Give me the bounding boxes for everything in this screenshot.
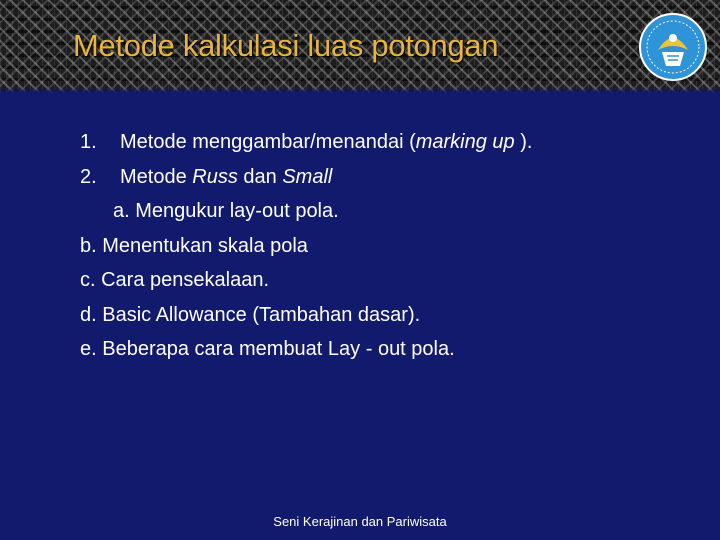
list-emphasis: Russ	[192, 165, 238, 188]
sub-item-b: b. Menentukan skala pola	[80, 234, 308, 257]
list-text: dan	[237, 165, 283, 188]
list-text: Metode	[120, 165, 193, 188]
list-item-1	[80, 125, 680, 160]
list-number: 1.	[80, 131, 97, 153]
list-number: 2.	[80, 165, 97, 188]
list-item-2	[80, 160, 680, 195]
footer-text: Seni Kerajinan dan Pariwisata	[273, 514, 447, 529]
header-pattern-band	[0, 0, 720, 93]
list-emphasis: marking up	[415, 131, 515, 153]
slide-title: Metode kalkulasi luas potongan	[73, 28, 499, 63]
sub-item-a: a. Mengukur lay-out pola.	[113, 200, 339, 222]
tut-wuri-handayani-emblem-icon	[638, 12, 708, 82]
list-emphasis: Small	[282, 165, 333, 188]
slide-body	[80, 125, 680, 367]
sub-item-e: e. Beberapa cara membuat Lay - out pola.	[80, 338, 455, 360]
sub-item-d: d. Basic Allowance (Tambahan dasar).	[80, 303, 421, 326]
sub-item-c: c. Cara pensekalaan.	[80, 269, 270, 291]
list-text: Metode menggambar/menandai (	[120, 131, 416, 153]
list-text: ).	[514, 131, 533, 153]
